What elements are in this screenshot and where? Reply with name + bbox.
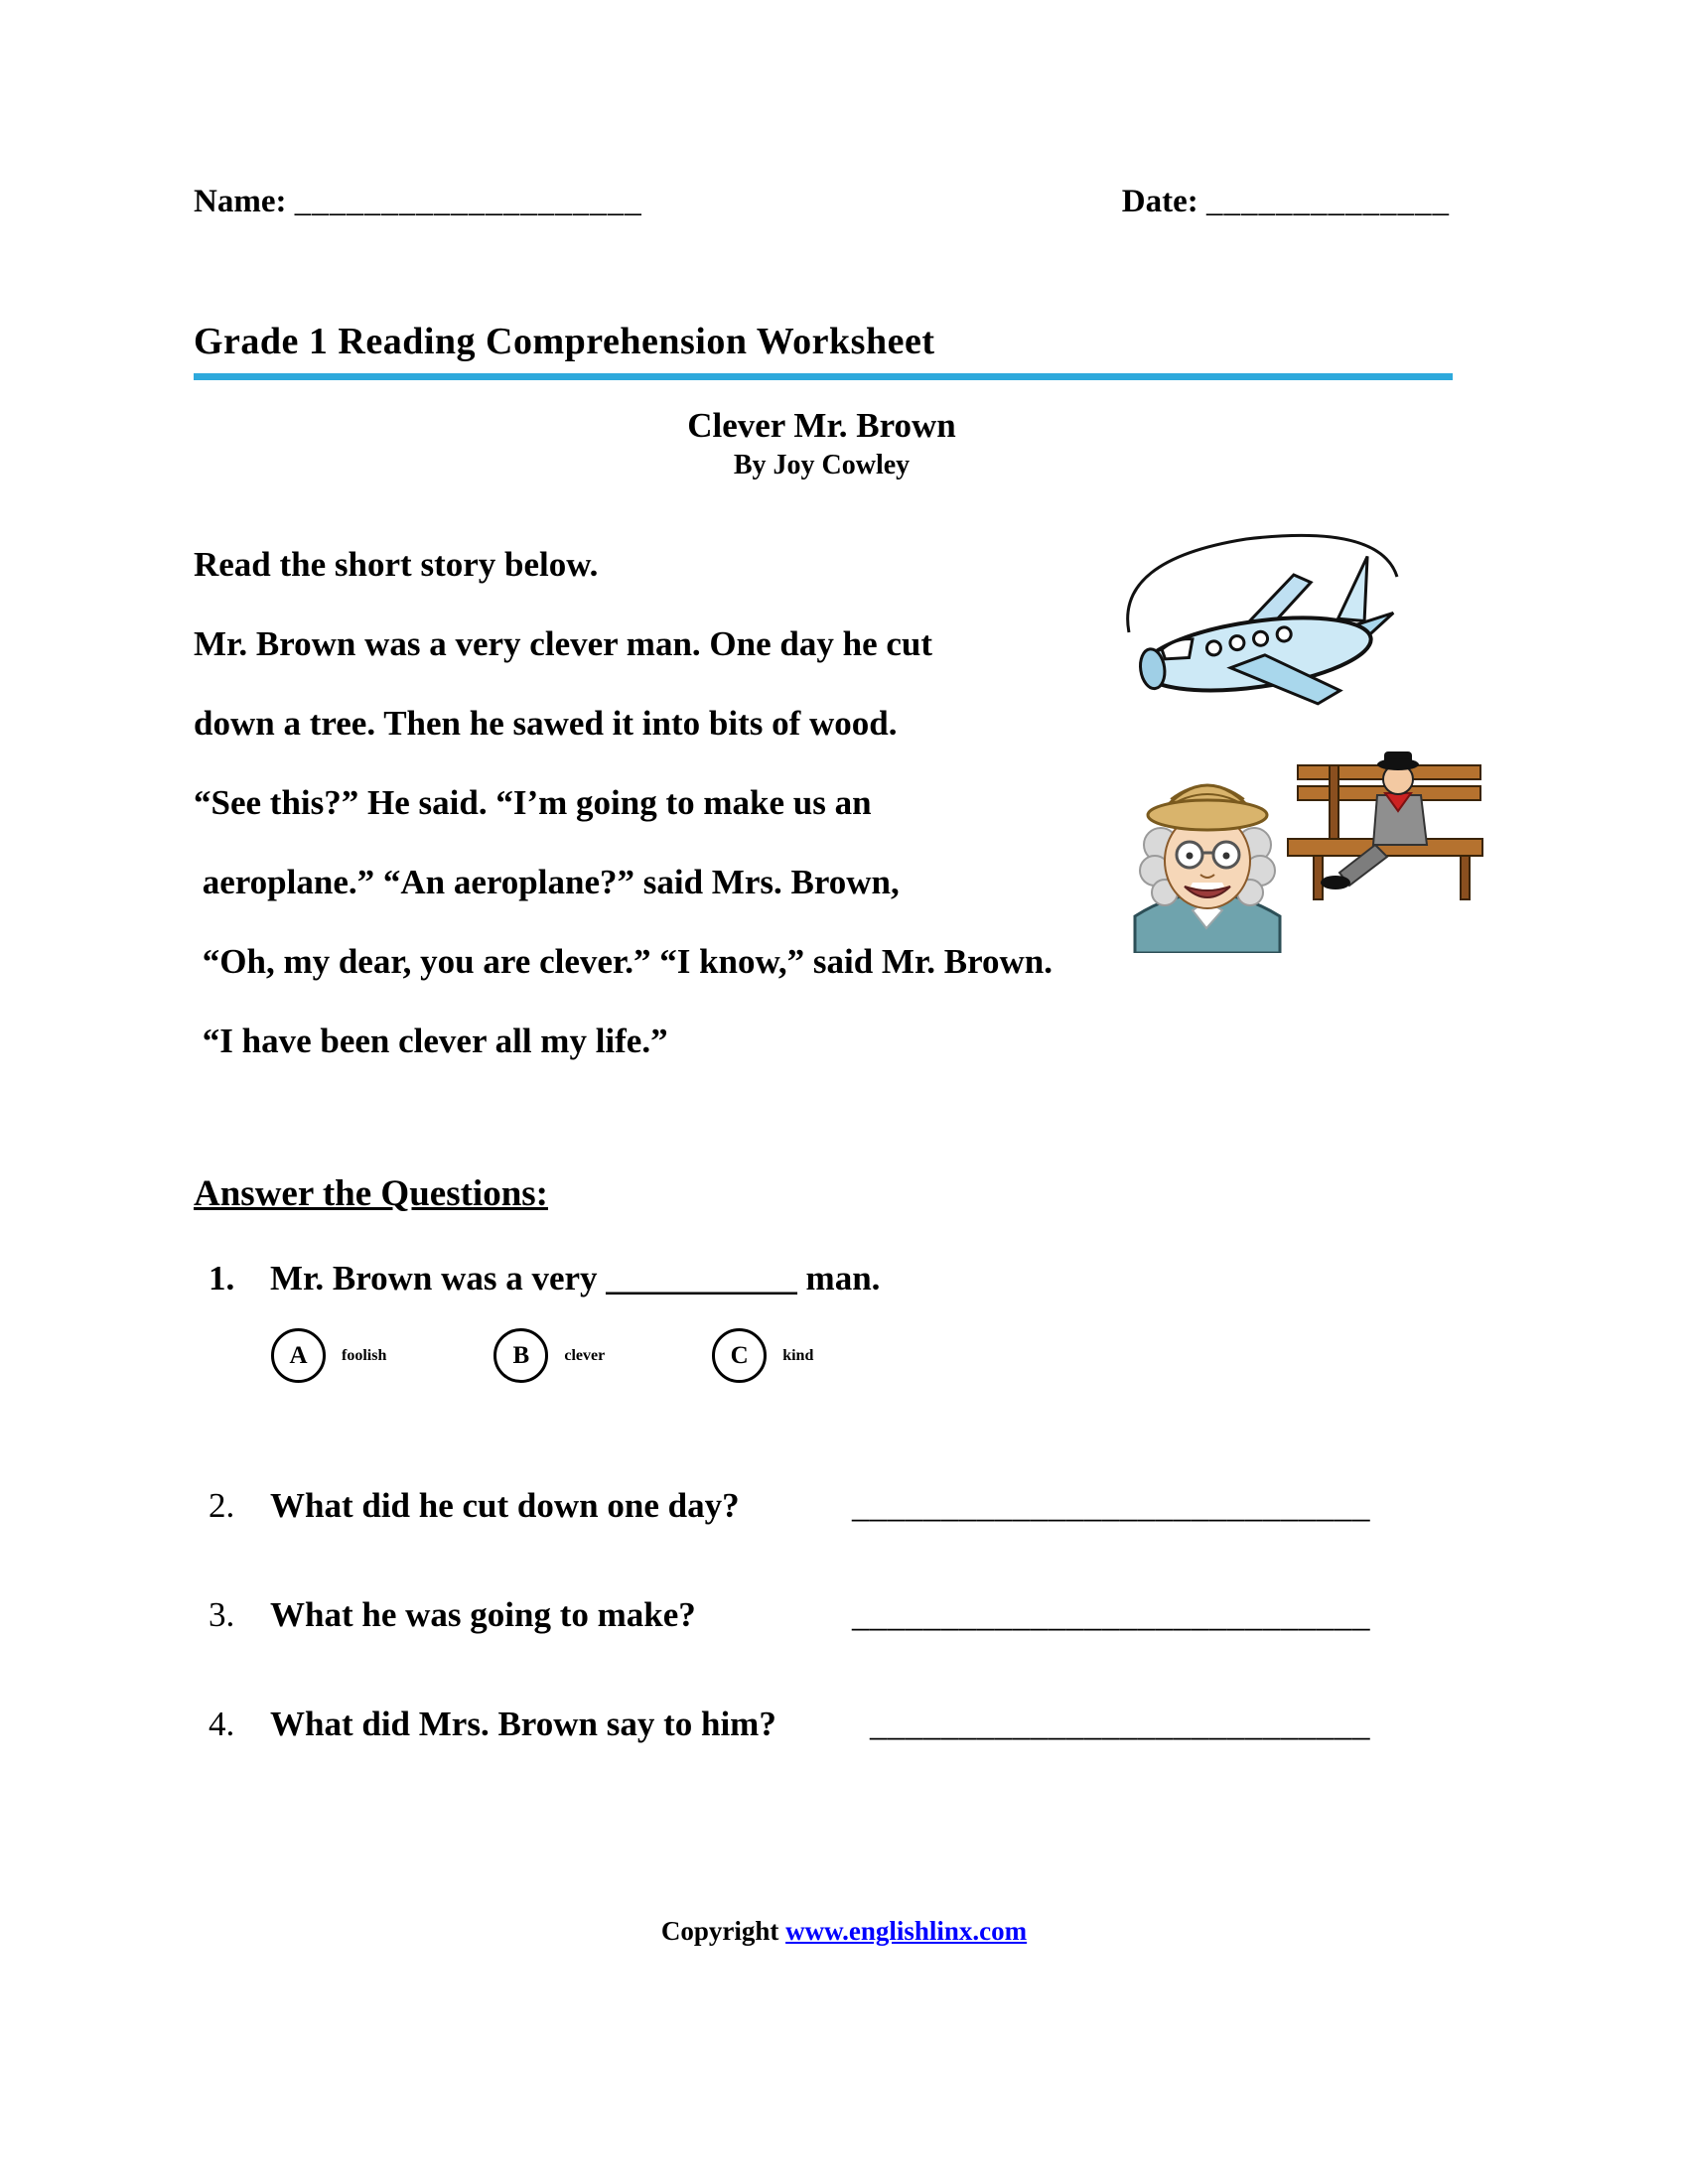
clipart-column: [1107, 515, 1504, 953]
story-line: “See this?” He said. “I’m going to make us an: [194, 783, 872, 822]
option-c[interactable]: [712, 1328, 813, 1383]
option-c-label: kind: [782, 1346, 814, 1364]
story-line: Mr. Brown was a very clever man. One day he cut: [194, 624, 933, 663]
question-1-options: [271, 1328, 1450, 1383]
question-1-text: Mr. Brown was a very ___________ man.: [270, 1259, 881, 1297]
question-2: [194, 1486, 1370, 1526]
date-blank-line: ______________: [1206, 184, 1450, 219]
question-3: [194, 1595, 1370, 1635]
story-section: [194, 525, 1450, 1081]
worksheet-heading: Grade 1 Reading Comprehension Worksheet: [194, 321, 935, 362]
question-2-answer-line: _____________________________: [852, 1486, 1370, 1525]
copyright-label: Copyright: [660, 1916, 786, 1946]
date-label: Date:: [1121, 184, 1198, 219]
story-line: “Oh, my dear, you are clever.” “I know,” said Mr. Brown.: [194, 942, 1054, 981]
story-author: By Joy Cowley: [733, 450, 911, 480]
name-label: Name:: [194, 184, 287, 219]
story-line: aeroplane.” “An aeroplane?” said Mrs. Brown,: [194, 863, 900, 901]
question-4-text: What did Mrs. Brown say to him?: [270, 1705, 776, 1743]
question-4-answer-line: ____________________________: [870, 1705, 1370, 1743]
heading-rule: [194, 373, 1453, 380]
question-3-number: 3.: [209, 1595, 235, 1634]
name-field: [194, 184, 642, 220]
option-a-label: foolish: [342, 1346, 387, 1364]
question-4: [194, 1705, 1370, 1744]
questions-heading: Answer the Questions:: [194, 1173, 548, 1214]
option-b-label: clever: [564, 1346, 606, 1364]
option-a[interactable]: [271, 1328, 386, 1383]
story-line: “I have been clever all my life.”: [194, 1022, 668, 1060]
footer: [0, 1916, 1688, 1947]
people-bench-clipart-image: [1127, 750, 1494, 953]
question-1-number: 1.: [209, 1259, 235, 1297]
question-4-number: 4.: [209, 1705, 235, 1743]
question-3-text: What he was going to make?: [270, 1595, 696, 1634]
englishlinx-link[interactable]: www.englishlinx.com: [785, 1916, 1028, 1946]
date-field: [1122, 184, 1450, 220]
story-line: down a tree. Then he sawed it into bits of wood.: [194, 704, 898, 743]
option-b-circle[interactable]: B: [493, 1328, 548, 1383]
airplane-clipart-image: [1107, 515, 1415, 744]
option-c-circle[interactable]: C: [712, 1328, 767, 1383]
name-blank-line: ____________________: [294, 184, 642, 219]
story-instruction: Read the short story below.: [194, 545, 599, 584]
story-title: Clever Mr. Brown: [687, 406, 956, 445]
question-2-text: What did he cut down one day?: [270, 1486, 740, 1525]
question-2-number: 2.: [209, 1486, 235, 1525]
option-a-circle[interactable]: A: [271, 1328, 326, 1383]
option-b[interactable]: [493, 1328, 605, 1383]
question-3-answer-line: _____________________________: [852, 1595, 1370, 1634]
name-date-row: [194, 184, 1450, 220]
question-1: [194, 1259, 1370, 1298]
